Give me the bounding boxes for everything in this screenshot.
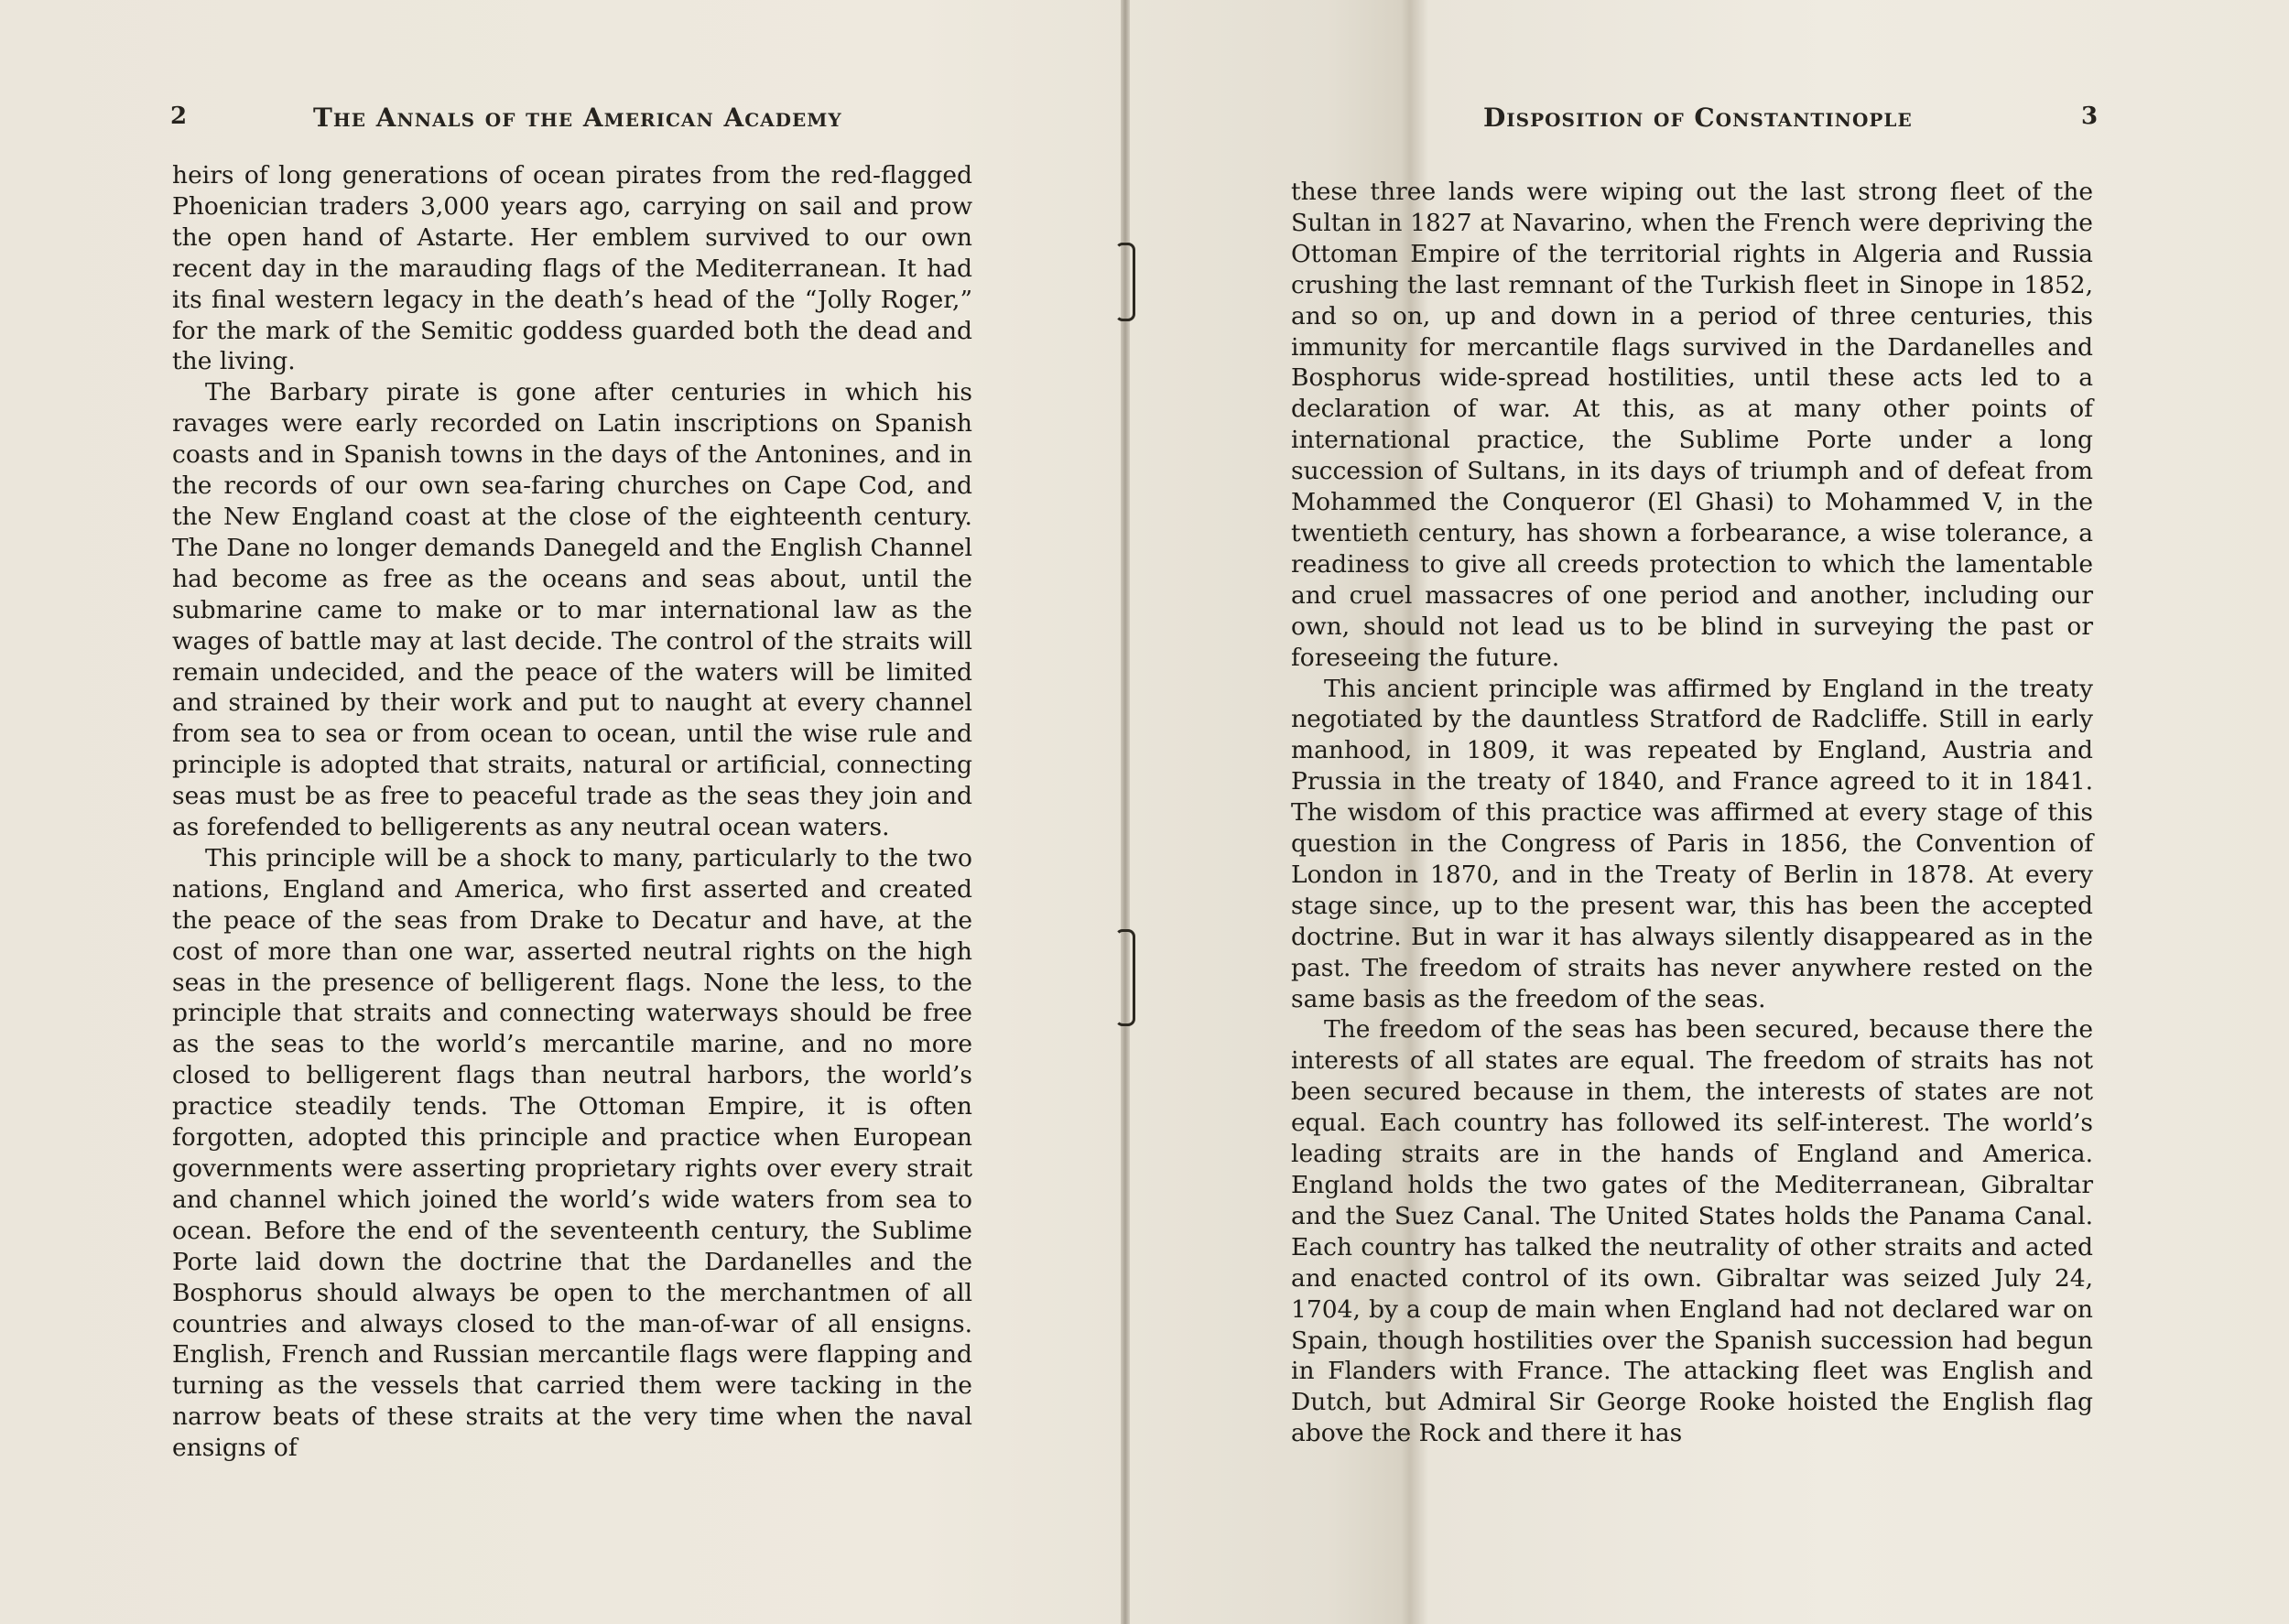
left-paragraph-1: heirs of long generations of ocean pirates from the red-flagged Phoenician traders 3,000 years ago, carrying on sail and prow the open hand of Astarte. Her emblem survived to our own recent day in the marauding flags of the Mediterranean. It had its final western legacy in the death’s head of the “Jolly Roger,” for the mark of the Semitic goddess guarded both the dead and the living. [172,161,972,376]
right-running-head: Disposition of Constantinople [1483,103,1913,133]
left-page-body [172,160,972,1464]
right-page [1126,0,2289,1624]
right-page-number: 3 [2081,103,2099,130]
left-paragraph-3: This principle will be a shock to many, particularly to the two nations, England and America, who first asserted and created the peace of the seas from Drake to Decatur and have, at the cost of more than one war, asserted neutral rights on the high seas in the presence of belligerent flags. None the less, to the principle that straits and connecting waterways should be free as the seas to the world’s mercantile marine, and no more closed to belligerent flags than neutral harbors, the world’s practice steadily tends. The Ottoman Empire, it is often forgotten, adopted this principle and practice when European governments were asserting proprietary rights over every strait and channel which joined the world’s wide waters from sea to ocean. Before the end of the seventeenth century, the Sublime Porte laid down the doctrine that the Dardanelles and the Bosphorus should always be open to the merchantmen of all countries and always closed to the man-of-war of all ensigns. English, French and Russian mercantile flags were flapping and turning as the vessels that carried them were tacking in the narrow beats of these straits at the very time when the naval ensigns of [172,843,972,1463]
right-paragraph-2: This ancient principle was affirmed by England in the treaty negotiated by the dauntless Stratford de Radcliffe. Still in early manhood, in 1809, it was repeated by England, Austria and Prussia in the treaty of 1840, and France agreed to it in 1841. The wisdom of this practice was affirmed at every stage of this question in the Congress of Paris in 1856, the Convention of London in 1870, and in the Treaty of Berlin in 1878. At every stage since, up to the present war, this has been the accepted doctrine. But in war it has always silently disappeared as in the past. The freedom of straits has never anywhere rested on the same basis as the freedom of the seas. [1291,674,2093,1013]
right-paragraph-1: these three lands were wiping out the last strong fleet of the Sultan in 1827 at Navarino, when the French were depriving the Ottoman Empire of the territorial rights in Algeria and Russia crushing the last remnant of the Turkish fleet in Sinope in 1852, and so on, up and down in a period of three centuries, this immunity for mercantile flags survived in the Dardanelles and Bosphorus wide-spread hostilities, until these acts led to a declaration of war. At this, as at many other points of international practice, the Sublime Porte under a long succession of Sultans, in its days of triumph and of defeat from Mohammed the Conqueror (El Ghasi) to Mohammed V, in the twentieth century, has shown a forbearance, a wise tolerance, a readiness to give all creeds protection to which the lamentable and cruel massacres of one period and another, including our own, should not lead us to be blind in surveying the past or foreseeing the future. [1291,178,2093,672]
left-page-number: 2 [170,103,189,130]
left-running-head: The Annals of the American Academy [313,103,842,133]
right-paragraph-3: The freedom of the seas has been secured, because there the interests of all states are equal. The freedom of straits has not been secured because in them, the interests of states are not equal. Each country has followed its self-interest. The world’s leading straits are in the hands of England and America. England holds the two gates of the Mediterranean, Gibraltar and the Suez Canal. The United States holds the Panama Canal. Each country has talked the neutrality of other straits and acted and enacted control of its own. Gibraltar was seized July 24, 1704, by a coup de main when England had not declared war on Spain, though hostilities over the Spanish succession had begun in Flanders with France. The attacking fleet was English and Dutch, but Admiral Sir George Rooke hoisted the English flag above the Rock and there it has [1291,1015,2093,1448]
left-page [0,0,1126,1624]
left-paragraph-2: The Barbary pirate is gone after centuries in which his ravages were early recorded on Latin inscriptions on Spanish coasts and in Spanish towns in the days of the Antonines, and in the records of our own sea-faring churches on Cape Cod, and the New England coast at the close of the eighteenth century. The Dane no longer demands Danegeld and the English Channel had become as free as the oceans and seas about, until the submarine came to make or to mar international law as the wages of battle may at last decide. The control of the straits will remain undecided, and the peace of the waters will be limited and strained by their work and put to naught at every channel from sea to sea or from ocean to ocean, until the wise rule and principle is adopted that straits, natural or artificial, connecting seas must be as free to peaceful trade as the seas they join and as forefended to belligerents as any neutral ocean waters. [172,378,972,842]
right-page-body [1291,177,2093,1449]
